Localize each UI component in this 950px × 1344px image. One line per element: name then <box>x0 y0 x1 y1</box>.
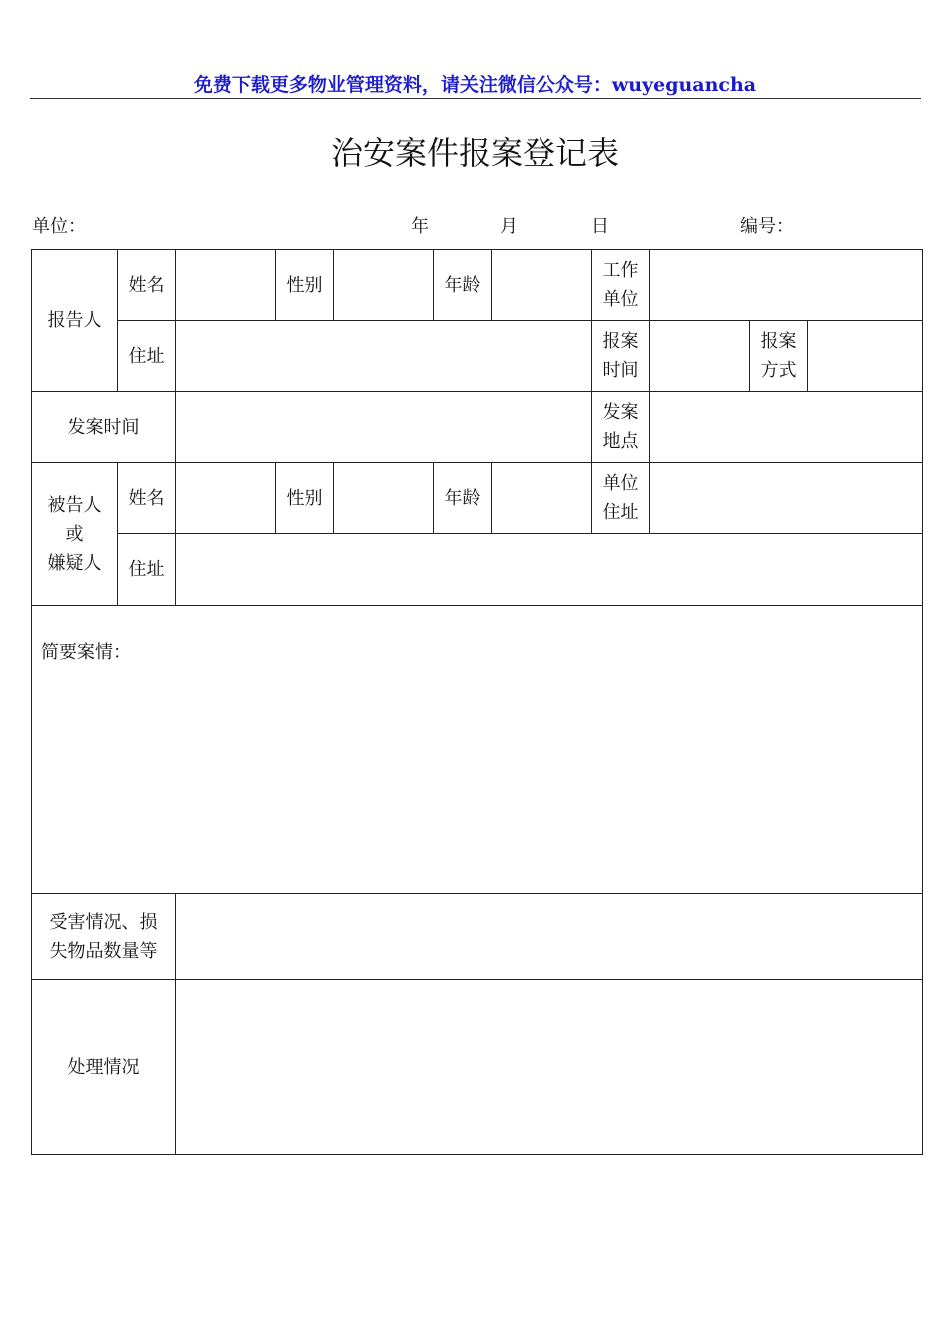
reporter-gender-label: 性别 <box>276 250 334 321</box>
case-summary-label: 简要案情： <box>41 642 131 663</box>
handling-field[interactable] <box>176 980 923 1155</box>
suspect-address-label: 住址 <box>118 534 176 606</box>
handling-label: 处理情况 <box>32 980 176 1155</box>
case-summary-field[interactable] <box>32 606 923 894</box>
suspect-gender-label: 性别 <box>276 463 334 534</box>
report-method-label: 报案 方式 <box>750 321 808 392</box>
form-title: 治安案件报案登记表 <box>330 134 619 172</box>
day-label: 日 <box>591 216 609 237</box>
reporter-group-label: 报告人 <box>32 250 118 392</box>
suspect-row-1 <box>32 463 923 534</box>
suspect-group-label: 被告人 或 嫌疑人 <box>32 463 118 606</box>
number-label: 编号： <box>740 216 794 237</box>
reporter-address-field[interactable] <box>176 321 592 392</box>
suspect-age-field[interactable] <box>492 463 592 534</box>
incident-time-field[interactable] <box>176 392 592 463</box>
handling-row <box>32 980 923 1155</box>
report-method-field[interactable] <box>808 321 923 392</box>
reporter-row-2 <box>32 321 923 392</box>
suspect-gender-field[interactable] <box>334 463 434 534</box>
reporter-age-field[interactable] <box>492 250 592 321</box>
incident-place-field[interactable] <box>650 392 923 463</box>
incident-time-label: 发案时间 <box>32 392 176 463</box>
incident-place-label: 发案 地点 <box>592 392 650 463</box>
suspect-age-label: 年龄 <box>434 463 492 534</box>
reporter-name-label: 姓名 <box>118 250 176 321</box>
report-form-table <box>31 249 923 1155</box>
incident-row <box>32 392 923 463</box>
reporter-work-unit-field[interactable] <box>650 250 923 321</box>
report-time-label: 报案 时间 <box>592 321 650 392</box>
month-label: 月 <box>500 216 518 237</box>
suspect-address-field[interactable] <box>176 534 923 606</box>
reporter-gender-field[interactable] <box>334 250 434 321</box>
unit-label: 单位： <box>32 216 86 237</box>
summary-row <box>32 606 923 894</box>
reporter-address-label: 住址 <box>118 321 176 392</box>
reporter-row-1 <box>32 250 923 321</box>
suspect-row-2 <box>32 534 923 606</box>
damage-label: 受害情况、损 失物品数量等 <box>32 894 176 980</box>
suspect-name-label: 姓名 <box>118 463 176 534</box>
suspect-unit-address-label: 单位 住址 <box>592 463 650 534</box>
damage-row <box>32 894 923 980</box>
suspect-name-field[interactable] <box>176 463 276 534</box>
reporter-age-label: 年龄 <box>434 250 492 321</box>
reporter-work-unit-label: 工作 单位 <box>592 250 650 321</box>
reporter-name-field[interactable] <box>176 250 276 321</box>
report-time-field[interactable] <box>650 321 750 392</box>
download-banner: 免费下载更多物业管理资料，请关注微信公众号：wuyeguancha <box>193 74 757 96</box>
year-label: 年 <box>411 216 429 237</box>
damage-field[interactable] <box>176 894 923 980</box>
suspect-unit-address-field[interactable] <box>650 463 923 534</box>
banner-divider <box>30 98 921 99</box>
